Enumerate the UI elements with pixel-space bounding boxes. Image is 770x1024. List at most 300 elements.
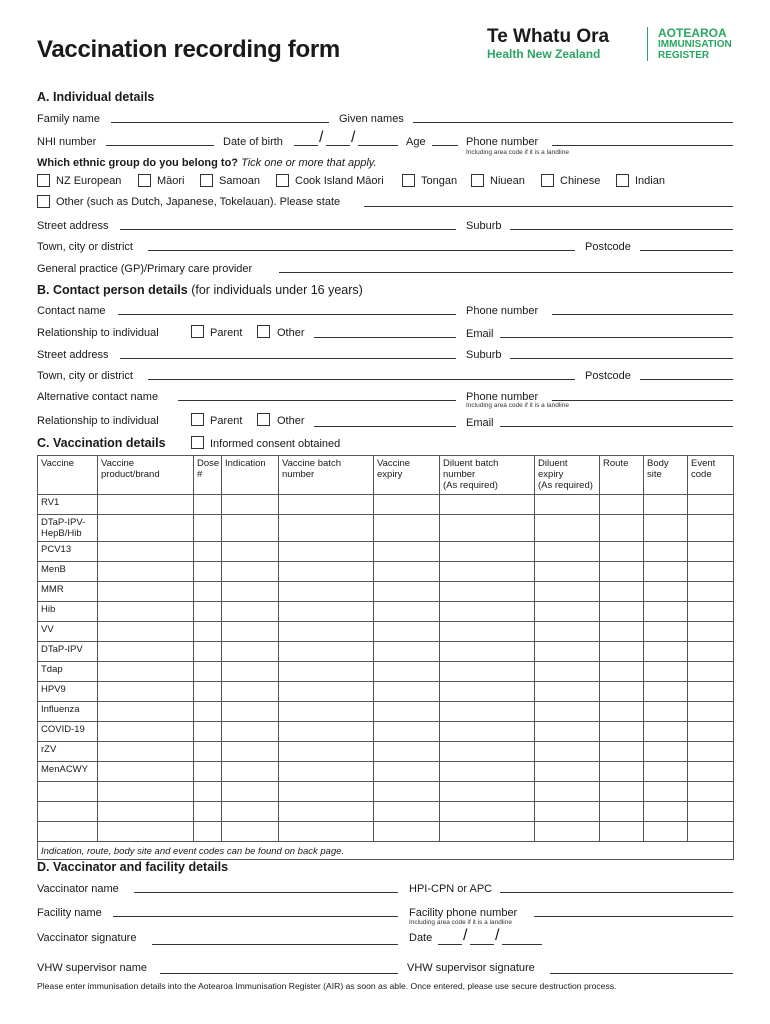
table-note: Indication, route, body site and event codes can be found on back page.	[38, 842, 734, 860]
town-field[interactable]	[148, 250, 575, 251]
entry-cell[interactable]	[440, 662, 535, 682]
entry-cell[interactable]	[440, 822, 535, 842]
section-b-heading: B. Contact person details (for individuals under 16 years)	[37, 283, 363, 297]
table-row	[38, 762, 734, 782]
logo-divider	[647, 27, 648, 61]
col-product: Vaccine product/brand	[98, 456, 194, 495]
vaccine-name-cell: HPV9	[38, 682, 98, 702]
entry-cell[interactable]	[688, 742, 734, 762]
contact-suburb-field[interactable]	[510, 358, 733, 359]
entry-cell[interactable]	[374, 762, 440, 782]
entry-cell[interactable]	[279, 495, 374, 515]
dob-separator: /	[351, 129, 356, 146]
alt-contact-label: Alternative contact name	[37, 391, 159, 403]
ethnic-other-field[interactable]	[364, 206, 733, 207]
col-vaccine-expiry: Vaccine expiry	[374, 456, 440, 495]
entry-cell[interactable]	[222, 802, 279, 822]
col-vaccine-batch: Vaccine batch number	[279, 456, 374, 495]
entry-cell[interactable]	[222, 682, 279, 702]
entry-cell[interactable]	[222, 602, 279, 622]
vaccine-name-cell: rZV	[38, 742, 98, 762]
entry-cell[interactable]	[440, 742, 535, 762]
entry-cell[interactable]	[194, 602, 222, 622]
entry-cell[interactable]	[279, 542, 374, 562]
entry-cell[interactable]	[688, 722, 734, 742]
ethnic-option-label: Cook Island Māori	[295, 175, 384, 187]
table-row	[38, 702, 734, 722]
entry-cell[interactable]	[600, 662, 644, 682]
entry-cell[interactable]	[535, 515, 600, 542]
entry-cell[interactable]	[374, 602, 440, 622]
entry-cell[interactable]	[440, 762, 535, 782]
air-logo	[658, 26, 758, 66]
entry-cell[interactable]	[222, 782, 279, 802]
relationship2-other-checkbox[interactable]	[257, 413, 270, 426]
table-row	[38, 822, 734, 842]
vaccine-name-cell: COVID-19	[38, 722, 98, 742]
vaccine-name-cell: MenACWY	[38, 762, 98, 782]
entry-cell[interactable]	[194, 822, 222, 842]
entry-cell[interactable]	[374, 542, 440, 562]
table-header-row	[38, 456, 734, 495]
ethnic-cook-island-maori-checkbox[interactable]	[276, 174, 289, 187]
entry-cell[interactable]	[644, 762, 688, 782]
alt-phone-field[interactable]	[552, 400, 733, 401]
vhw-name-field[interactable]	[160, 973, 398, 974]
entry-cell[interactable]	[688, 702, 734, 722]
entry-cell[interactable]	[688, 582, 734, 602]
entry-cell[interactable]	[279, 582, 374, 602]
table-note-row	[38, 842, 734, 860]
alt-contact-field[interactable]	[178, 400, 456, 401]
entry-cell[interactable]	[374, 642, 440, 662]
col-vaccine: Vaccine	[38, 456, 98, 495]
family-name-field[interactable]	[111, 122, 329, 123]
col-diluent-expiry: Diluent expiry (As required)	[535, 456, 600, 495]
date-month-field[interactable]	[470, 944, 494, 945]
entry-cell[interactable]	[98, 622, 194, 642]
gp-field[interactable]	[279, 272, 733, 273]
entry-cell[interactable]	[440, 542, 535, 562]
entry-cell[interactable]	[194, 622, 222, 642]
entry-cell[interactable]	[600, 622, 644, 642]
entry-cell[interactable]	[98, 702, 194, 722]
entry-cell[interactable]	[644, 822, 688, 842]
entry-cell[interactable]	[644, 515, 688, 542]
vaccinator-name-field[interactable]	[134, 892, 398, 893]
entry-cell[interactable]	[535, 762, 600, 782]
entry-cell[interactable]	[600, 702, 644, 722]
entry-cell[interactable]	[222, 582, 279, 602]
contact-postcode-label: Postcode	[585, 370, 631, 382]
entry-cell[interactable]	[279, 782, 374, 802]
entry-cell[interactable]	[688, 822, 734, 842]
vaccine-name-cell: Influenza	[38, 702, 98, 722]
entry-cell[interactable]	[600, 742, 644, 762]
entry-cell[interactable]	[194, 662, 222, 682]
entry-cell[interactable]	[688, 662, 734, 682]
vaccine-name-cell: MMR	[38, 582, 98, 602]
entry-cell[interactable]	[535, 702, 600, 722]
entry-cell[interactable]	[98, 542, 194, 562]
relationship-label: Relationship to individual	[37, 327, 159, 339]
ethnic-niuean-checkbox[interactable]	[471, 174, 484, 187]
contact-phone-label: Phone number	[466, 305, 539, 317]
entry-cell[interactable]	[440, 682, 535, 702]
vaccination-table	[37, 455, 734, 860]
entry-cell[interactable]	[535, 582, 600, 602]
entry-cell[interactable]	[222, 562, 279, 582]
entry-cell[interactable]	[194, 515, 222, 542]
table-row	[38, 682, 734, 702]
entry-cell[interactable]	[279, 802, 374, 822]
entry-cell[interactable]	[644, 542, 688, 562]
col-diluent-batch: Diluent batch number (As required)	[440, 456, 535, 495]
relationship-other-checkbox[interactable]	[257, 325, 270, 338]
contact-suburb-label: Suburb	[466, 349, 502, 361]
air-line1: AOTEAROA	[658, 26, 727, 40]
brand-sub: Health New Zealand	[487, 47, 601, 61]
entry-cell[interactable]	[98, 782, 194, 802]
entry-cell[interactable]	[222, 515, 279, 542]
nhi-field[interactable]	[106, 145, 214, 146]
email2-field[interactable]	[500, 426, 733, 427]
entry-cell[interactable]	[279, 742, 374, 762]
dob-label: Date of birth	[223, 136, 283, 148]
entry-cell[interactable]	[644, 495, 688, 515]
dob-month-field[interactable]	[326, 145, 350, 146]
postcode-field[interactable]	[640, 250, 733, 251]
entry-cell[interactable]	[194, 582, 222, 602]
ethnic-other-checkbox[interactable]	[37, 195, 50, 208]
facility-phone-label: Facility phone number	[409, 907, 518, 919]
entry-cell[interactable]	[279, 622, 374, 642]
entry-cell[interactable]	[644, 562, 688, 582]
ethnic-instruction: Tick one or more that apply.	[241, 157, 377, 169]
ethnic-samoan-checkbox[interactable]	[200, 174, 213, 187]
entry-cell[interactable]	[222, 702, 279, 722]
entry-cell[interactable]	[535, 802, 600, 822]
relationship-other-field[interactable]	[314, 337, 456, 338]
entry-cell[interactable]	[644, 742, 688, 762]
entry-cell[interactable]	[222, 662, 279, 682]
contact-name-label: Contact name	[37, 305, 106, 317]
contact-phone-field[interactable]	[552, 314, 733, 315]
entry-cell[interactable]	[440, 495, 535, 515]
entry-cell[interactable]	[374, 622, 440, 642]
vaccinator-signature-field[interactable]	[152, 944, 398, 945]
ethnic-option-label: Māori	[157, 175, 185, 187]
entry-cell[interactable]	[194, 782, 222, 802]
entry-cell[interactable]	[374, 702, 440, 722]
table-row	[38, 782, 734, 802]
entry-cell[interactable]	[222, 642, 279, 662]
entry-cell[interactable]	[98, 682, 194, 702]
entry-cell[interactable]	[688, 762, 734, 782]
entry-cell[interactable]	[600, 762, 644, 782]
entry-cell[interactable]	[440, 562, 535, 582]
entry-cell[interactable]	[600, 542, 644, 562]
brand-name: Te Whatu Ora	[487, 26, 610, 47]
entry-cell[interactable]	[194, 542, 222, 562]
table-row	[38, 582, 734, 602]
date-year-field[interactable]	[502, 944, 542, 945]
entry-cell[interactable]	[194, 742, 222, 762]
table-row	[38, 515, 734, 542]
entry-cell[interactable]	[279, 762, 374, 782]
gp-label: General practice (GP)/Primary care provider	[37, 263, 253, 275]
entry-cell[interactable]	[222, 495, 279, 515]
vaccine-name-cell: MenB	[38, 562, 98, 582]
entry-cell[interactable]	[374, 662, 440, 682]
date-label: Date	[409, 932, 433, 944]
suburb-field[interactable]	[510, 229, 733, 230]
vaccine-name-cell: VV	[38, 622, 98, 642]
entry-cell[interactable]	[535, 622, 600, 642]
entry-cell[interactable]	[440, 722, 535, 742]
entry-cell[interactable]	[98, 582, 194, 602]
table-row	[38, 495, 734, 515]
entry-cell[interactable]	[194, 562, 222, 582]
table-row	[38, 562, 734, 582]
table-row	[38, 602, 734, 622]
ethnic-tongan-checkbox[interactable]	[402, 174, 415, 187]
entry-cell[interactable]	[440, 702, 535, 722]
entry-cell[interactable]	[279, 822, 374, 842]
entry-cell[interactable]	[600, 682, 644, 702]
entry-cell[interactable]	[279, 662, 374, 682]
entry-cell[interactable]	[535, 782, 600, 802]
entry-cell[interactable]	[644, 802, 688, 822]
dob-year-field[interactable]	[358, 145, 398, 146]
entry-cell[interactable]	[644, 642, 688, 662]
entry-cell[interactable]	[688, 642, 734, 662]
entry-cell[interactable]	[535, 722, 600, 742]
entry-cell[interactable]	[644, 602, 688, 622]
entry-cell[interactable]	[535, 822, 600, 842]
entry-cell[interactable]	[279, 602, 374, 622]
entry-cell[interactable]	[535, 682, 600, 702]
entry-cell[interactable]	[98, 602, 194, 622]
dob-day-field[interactable]	[294, 145, 318, 146]
facility-name-field[interactable]	[113, 916, 398, 917]
ethnic-option-label: Chinese	[560, 175, 601, 187]
section-a-heading: A. Individual details	[37, 90, 155, 104]
street-address-field[interactable]	[120, 229, 456, 230]
entry-cell[interactable]	[98, 515, 194, 542]
entry-cell[interactable]	[222, 622, 279, 642]
entry-cell[interactable]	[194, 682, 222, 702]
hpi-field[interactable]	[500, 892, 733, 893]
entry-cell[interactable]	[279, 642, 374, 662]
age-field[interactable]	[432, 145, 458, 146]
informed-consent-label: Informed consent obtained	[210, 438, 341, 450]
contact-street-label: Street address	[37, 349, 109, 361]
date-day-field[interactable]	[438, 944, 462, 945]
entry-cell[interactable]	[688, 515, 734, 542]
entry-cell[interactable]	[194, 722, 222, 742]
ethnic-option-label: NZ European	[56, 175, 122, 187]
entry-cell[interactable]	[644, 622, 688, 642]
entry-cell[interactable]	[98, 662, 194, 682]
entry-cell[interactable]	[374, 495, 440, 515]
entry-cell[interactable]	[279, 722, 374, 742]
entry-cell[interactable]	[98, 822, 194, 842]
entry-cell[interactable]	[440, 582, 535, 602]
entry-cell[interactable]	[600, 582, 644, 602]
entry-cell[interactable]	[535, 542, 600, 562]
entry-cell[interactable]	[688, 562, 734, 582]
entry-cell[interactable]	[98, 642, 194, 662]
ethnic-indian-checkbox[interactable]	[616, 174, 629, 187]
entry-cell[interactable]	[688, 802, 734, 822]
date-separator: /	[495, 927, 500, 944]
contact-postcode-field[interactable]	[640, 379, 733, 380]
entry-cell[interactable]	[600, 722, 644, 742]
entry-cell[interactable]	[374, 722, 440, 742]
entry-cell[interactable]	[644, 582, 688, 602]
entry-cell[interactable]	[440, 642, 535, 662]
entry-cell[interactable]	[374, 742, 440, 762]
vaccinator-name-label: Vaccinator name	[37, 883, 119, 895]
entry-cell[interactable]	[98, 802, 194, 822]
table-row	[38, 662, 734, 682]
entry-cell[interactable]	[644, 722, 688, 742]
entry-cell[interactable]	[688, 542, 734, 562]
entry-cell[interactable]	[688, 602, 734, 622]
ethnic-nz-european-checkbox[interactable]	[37, 174, 50, 187]
table-row	[38, 622, 734, 642]
entry-cell[interactable]	[440, 802, 535, 822]
entry-cell[interactable]	[222, 742, 279, 762]
email-field[interactable]	[500, 337, 733, 338]
entry-cell[interactable]	[600, 495, 644, 515]
entry-cell[interactable]	[279, 562, 374, 582]
entry-cell[interactable]	[535, 495, 600, 515]
entry-cell[interactable]	[222, 822, 279, 842]
entry-cell[interactable]	[194, 702, 222, 722]
alt-phone-label: Phone number	[466, 391, 539, 403]
entry-cell[interactable]	[374, 822, 440, 842]
entry-cell[interactable]	[688, 782, 734, 802]
ethnic-chinese-checkbox[interactable]	[541, 174, 554, 187]
vaccine-name-cell: PCV13	[38, 542, 98, 562]
entry-cell[interactable]	[535, 642, 600, 662]
entry-cell[interactable]	[374, 802, 440, 822]
entry-cell[interactable]	[98, 562, 194, 582]
entry-cell[interactable]	[98, 762, 194, 782]
relationship-parent-checkbox[interactable]	[191, 325, 204, 338]
te-whatu-ora-logo	[487, 26, 637, 66]
ethnic-option-label: Tongan	[421, 175, 458, 187]
col-event-code: Event code	[688, 456, 734, 495]
email-label: Email	[466, 328, 494, 340]
entry-cell[interactable]	[600, 782, 644, 802]
entry-cell[interactable]	[98, 722, 194, 742]
entry-cell[interactable]	[644, 702, 688, 722]
entry-cell[interactable]	[374, 562, 440, 582]
entry-cell[interactable]	[535, 562, 600, 582]
relationship2-parent-checkbox[interactable]	[191, 413, 204, 426]
entry-cell[interactable]	[374, 682, 440, 702]
entry-cell[interactable]	[644, 682, 688, 702]
entry-cell[interactable]	[374, 582, 440, 602]
entry-cell[interactable]	[279, 515, 374, 542]
contact-town-field[interactable]	[148, 379, 575, 380]
entry-cell[interactable]	[688, 495, 734, 515]
entry-cell[interactable]	[440, 622, 535, 642]
entry-cell[interactable]	[600, 562, 644, 582]
footer-note: Please enter immunisation details into the Aotearoa Immunisation Register (AIR) as soon as able. Once entered, please use secure destruction process.	[37, 981, 617, 991]
date-separator: /	[463, 927, 468, 944]
vaccine-name-cell: Tdap	[38, 662, 98, 682]
section-d-heading: D. Vaccinator and facility details	[37, 860, 229, 874]
entry-cell[interactable]	[222, 762, 279, 782]
entry-cell[interactable]	[222, 722, 279, 742]
entry-cell[interactable]	[98, 495, 194, 515]
entry-cell[interactable]	[440, 515, 535, 542]
entry-cell[interactable]	[440, 602, 535, 622]
suburb-label: Suburb	[466, 220, 502, 232]
entry-cell[interactable]	[194, 762, 222, 782]
vaccine-name-cell: Hib	[38, 602, 98, 622]
entry-cell[interactable]	[644, 782, 688, 802]
air-line2: IMMUNISATION	[658, 39, 732, 50]
entry-cell[interactable]	[600, 642, 644, 662]
entry-cell[interactable]	[535, 662, 600, 682]
vhw-name-label: VHW supervisor name	[37, 962, 148, 974]
contact-street-field[interactable]	[120, 358, 456, 359]
phone-field[interactable]	[552, 145, 733, 146]
entry-cell[interactable]	[600, 802, 644, 822]
given-names-field[interactable]	[413, 122, 733, 123]
entry-cell[interactable]	[688, 682, 734, 702]
entry-cell[interactable]	[600, 822, 644, 842]
entry-cell[interactable]	[279, 682, 374, 702]
table-row	[38, 802, 734, 822]
table-row	[38, 642, 734, 662]
entry-cell[interactable]	[98, 742, 194, 762]
ethnic-question: Which ethnic group do you belong to? Tick one or more that apply.	[37, 157, 377, 169]
entry-cell[interactable]	[194, 495, 222, 515]
section-b-note: (for individuals under 16 years)	[191, 283, 363, 297]
entry-cell[interactable]	[440, 782, 535, 802]
entry-cell[interactable]	[688, 622, 734, 642]
given-names-label: Given names	[339, 113, 404, 125]
entry-cell[interactable]	[374, 782, 440, 802]
entry-cell[interactable]	[374, 515, 440, 542]
relationship2-other-field[interactable]	[314, 426, 456, 427]
entry-cell[interactable]	[194, 642, 222, 662]
facility-phone-field[interactable]	[534, 916, 733, 917]
postcode-label: Postcode	[585, 241, 631, 253]
entry-cell[interactable]	[644, 662, 688, 682]
entry-cell[interactable]	[600, 515, 644, 542]
entry-cell[interactable]	[194, 802, 222, 822]
entry-cell[interactable]	[535, 742, 600, 762]
ethnic-maori-checkbox[interactable]	[138, 174, 151, 187]
relationship2-label: Relationship to individual	[37, 415, 159, 427]
vhw-signature-field[interactable]	[550, 973, 733, 974]
entry-cell[interactable]	[535, 602, 600, 622]
informed-consent-checkbox[interactable]	[191, 436, 204, 449]
entry-cell[interactable]	[222, 542, 279, 562]
entry-cell[interactable]	[279, 702, 374, 722]
entry-cell[interactable]	[600, 602, 644, 622]
table-row	[38, 542, 734, 562]
contact-name-field[interactable]	[118, 314, 456, 315]
family-name-label: Family name	[37, 113, 100, 125]
